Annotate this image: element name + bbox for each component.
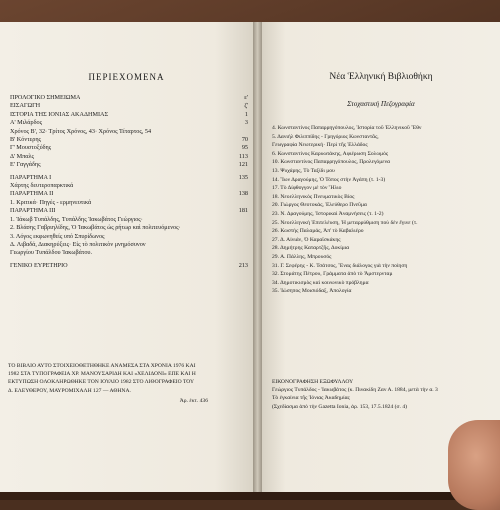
series-list-item: 10. Κωνσταντίνος Παπαρρηγόπουλος, Προλεγόμενα	[272, 159, 391, 166]
toc-entry	[10, 207, 248, 215]
colophon-line: ΤΟ ΒΙΒΛΙΟ ΑΥΤΟ ΣΤΟΙΧΕΙΟΘΕΤΗΘΗΚΕ ΑΝΑΜΕΣΑ ΣΤΑ ΧΡΟΝΙΑ 1976 ΚΑΙ	[8, 363, 196, 369]
toc-entry-label: ΠΑΡΑΡΤΗΜΑ ΙΙ	[10, 190, 54, 198]
cover-credit-line: (Σχεδίασμα ἀπὸ τὴν Gazetta Ionia, ἀρ. 153, 17.5.1824 (σ. 4)	[272, 403, 407, 410]
toc-entry-page	[244, 241, 248, 249]
copy-number: Ἀρ. ἐκτ. 436	[179, 397, 208, 404]
toc-entry	[10, 216, 248, 224]
toc-entry	[10, 136, 248, 144]
series-list-item: 26. Κωστής Παλαμάς, Ἀπ' τὸ Καβαλιέρο	[272, 228, 364, 235]
series-list-item: 5. Δανιήλ Φιλιππίδης - Γρηγόριος Κωνσταντᾶς,	[272, 133, 379, 140]
toc-entry-label: 2. Βλάσης Γαβριηλίδης, Ὁ Ἰακωβάτος ὡς ρήτωρ καὶ πολιτευόμενος·	[10, 224, 181, 232]
series-list-item: 17. Τὸ Δίφθογγον μὲ τὸν Ἥλιο	[272, 185, 342, 192]
toc-entry-label: Γ' Μουστοξύδης	[10, 144, 52, 152]
toc-entry-page: 135	[238, 173, 248, 181]
cover-title: ΕΙΚΟΝΟΓΡΑΦΗΣΗ ΕΞΩΦΥΛΛΟΥ	[272, 379, 354, 385]
toc-entry-label: Δ. Λιβαδά, Διακηρύξεις· Εἰς τὸ πολιτικὸν μνημόσυνον	[10, 240, 146, 248]
toc-entry-label: Ε' Γαγγάδης	[10, 161, 41, 169]
toc-entry-page	[244, 249, 248, 257]
toc-entry-page: ε'	[244, 94, 248, 101]
series-list-item: 25. Νεοελληνικὴ Ἐπιτελέυση, Ἡ μεταρρύθμιση ποὺ δὲν ἔγινε (τ.	[272, 219, 418, 226]
colophon-line: 1982 ΣΤΑ ΤΥΠΟΓΡΑΦΕΙΑ ΧΡ. ΜΑΝΟΥΣΑΡΙΔΗ ΚΑΙ «ΧΕΛΙΔΟΝΙ» ΕΠΕ ΚΑΙ Η	[8, 371, 196, 378]
toc-entry-page: 138	[238, 190, 248, 198]
colophon-line: ΕΚΤΥΠΩΣΗ ΟΛΟΚΛΗΡΩΘΗΚΕ ΤΟΝ ΙΟΥΛΙΟ 1982 ΣΤΟ ΛΙΘΟΓΡΑΦΕΙΟ ΤΟΥ	[8, 379, 195, 386]
toc-entry	[10, 144, 248, 152]
colophon-line: Δ. ΕΛΕΥΘΕΡΟΥ, ΜΑΥΡΟΜΙΧΑΛΗ 127 — ΑΘΗΝΑ.	[8, 387, 131, 394]
toc-entry	[10, 119, 248, 127]
toc-entry-label: ΕΙΣΑΓΩΓΗ	[10, 102, 41, 110]
toc-entry-page: 1	[244, 110, 248, 118]
toc-entry-page: ζ'	[244, 102, 248, 110]
toc-entry-label: Χάρτης δευτεροπαρκτικά	[10, 182, 74, 190]
toc-title: ΠΕΡΙΕΧΟΜΕΝΑ	[88, 72, 165, 82]
toc-entry-label: Α' Μιλάρδος	[10, 119, 43, 127]
series-list-item: Γεωγραφία Νεωτερική· Περὶ τῆς Ἑλλάδος	[272, 142, 368, 149]
series-list-item: 31. Γ. Σεφέρης - Κ. Τσάτσος, Ἕνας διάλογος γιὰ τὴν ποίηση	[272, 262, 408, 269]
book-gutter	[253, 22, 262, 492]
colophon	[8, 362, 248, 405]
series-list-item: 6. Κωνσταντίνος Καρυωτάκης, Αφιέρωση Σολωμός	[272, 150, 389, 157]
toc-entry-page: 121	[238, 161, 248, 169]
series-list-item: 20. Γιώργος Θεοτοκάς, Ἐλεύθερο Πνεῦμα	[272, 202, 367, 209]
toc-entry	[10, 233, 248, 241]
toc-entry	[10, 249, 248, 257]
toc-entry-page: 70	[241, 136, 248, 144]
toc-entry-page	[244, 199, 248, 207]
series-list	[272, 124, 500, 296]
series-list-item: 18. Νεοελληνικὸς Πνευματικὸς Βίος	[272, 193, 355, 200]
toc-entry-page	[244, 128, 248, 136]
toc-entry-label: 3. Λόγος εκφωνηθείς υπό Σπυρίδωνος	[10, 232, 105, 240]
toc-entry	[10, 182, 248, 190]
toc-entry-page: 95	[241, 144, 248, 152]
toc-entry	[10, 190, 248, 198]
series-list-item: 13. Ψυχάρης, Τὸ Ταξίδι μου	[272, 167, 335, 174]
toc-entry	[10, 199, 248, 207]
toc-entry	[10, 241, 248, 249]
series-list-item: 4. Κωνσταντίνος Παπαρρηγόπουλος, Ἱστορία τοῦ Ἑλληνικοῦ Ἔθν	[272, 125, 422, 131]
toc-entry	[10, 174, 248, 182]
toc-entry-page	[244, 182, 248, 190]
series-list-item: 23. Ν. Δραγούμης, Ἱστορικαὶ Ἀναμνήσεις (τ. 1-2)	[272, 210, 384, 217]
cover-credits	[272, 378, 500, 411]
toc-entry-label: ΙΣΤΟΡΙΑ ΤΗΣ ΙΟΝΙΑΣ ΑΚΑΔΗΜΙΑΣ	[10, 110, 109, 118]
toc-entry	[10, 94, 248, 102]
toc-entry	[10, 224, 248, 232]
toc-entry-page: 181	[238, 207, 248, 215]
series-list-item: 35. Ἰώσηπος Μοισιόδαξ, Ἀπολογία	[272, 288, 352, 295]
toc-entry-label: ΠΑΡΑΡΤΗΜΑ ΙΙΙ	[10, 207, 56, 215]
toc-entry-label: ΠΑΡΑΡΤΗΜΑ Ι	[10, 173, 52, 181]
toc-entry	[10, 128, 248, 136]
toc-entry	[10, 102, 248, 110]
series-subtitle: Στοχαστική Πεζογραφία	[347, 100, 415, 108]
toc-entry-label: Δ' Μπαλς	[10, 152, 34, 160]
series-list-item: 34. Δημοτικισμὸς καὶ κοινωνικὸ πρόβλημα	[272, 279, 369, 286]
toc-entry-page	[244, 233, 248, 241]
series-list-item: 29. Α. Πάλλης, Μπρουσός	[272, 253, 332, 260]
toc-entry	[10, 111, 248, 119]
series-list-item: 28. Δημήτρης Καταρτζῆς, Δοκίμια	[272, 245, 350, 252]
toc-entry-page	[244, 224, 248, 232]
series-title: Νέα Ἑλληνική Βιβλιοθήκη	[329, 72, 433, 82]
toc-entry-page	[244, 216, 248, 224]
toc-entry	[10, 153, 248, 161]
toc-entry-label: Γεωργίου Τυπάλδου Ἰακωβάτου.	[10, 249, 93, 257]
toc-entry-page: 3	[244, 119, 248, 127]
toc-entry-page: 213	[238, 261, 248, 269]
cover-credit-line: Γεώργιος Τυπάλδος - Ἰακωβάτος (κ. Πινακίδη Ζαν Α. 1884, μετὰ τὴν α. 3	[272, 387, 438, 394]
toc-entry-label: Β' Κόντερης	[10, 136, 42, 144]
toc-entry-page: 113	[238, 152, 248, 160]
thumb	[448, 420, 500, 510]
toc-entry-label: 1. Κριτικά· Πηγές - ερμηνευτικά	[10, 198, 92, 206]
series-list-item: 14. Ἴων Δραγούμης, Ὁ Τόπος στὴν Ἀγάπη (τ. 1-3)	[272, 176, 386, 183]
cover-credit-line: Τὸ ἐγκαίνια τῆς Ἰόνιας Ἀκαδημίας	[272, 395, 350, 402]
toc-entry	[10, 262, 248, 270]
toc-entry	[10, 161, 248, 169]
toc-entry-label: Χρόνος Β', 32· Τρίτος Χρόνος, 43· Χρόνος Τέταρτος, 54	[10, 127, 152, 135]
series-list-item: 32. Στομάτης Πέτρου, Γράμματα ἀπὸ τὸ Ἄμστερνταμ	[272, 271, 393, 278]
toc-entry-label: ΠΡΟΛΟΓΙΚΟ ΣΗΜΕΙΩΜΑ	[10, 94, 81, 101]
series-list-item: 27. Δ. Αἰνιάν, Ὁ Καραϊσκάκης	[272, 236, 341, 243]
table-of-contents	[10, 94, 248, 270]
toc-entry-label: ΓΕΝΙΚΟ ΕΥΡΕΤΗΡΙΟ	[10, 261, 68, 269]
toc-entry-label: 1. Ἰάκωβ Τυπάλδης, Τυπάλδης Ἰακωβάτος Γεώργιος·	[10, 215, 143, 223]
